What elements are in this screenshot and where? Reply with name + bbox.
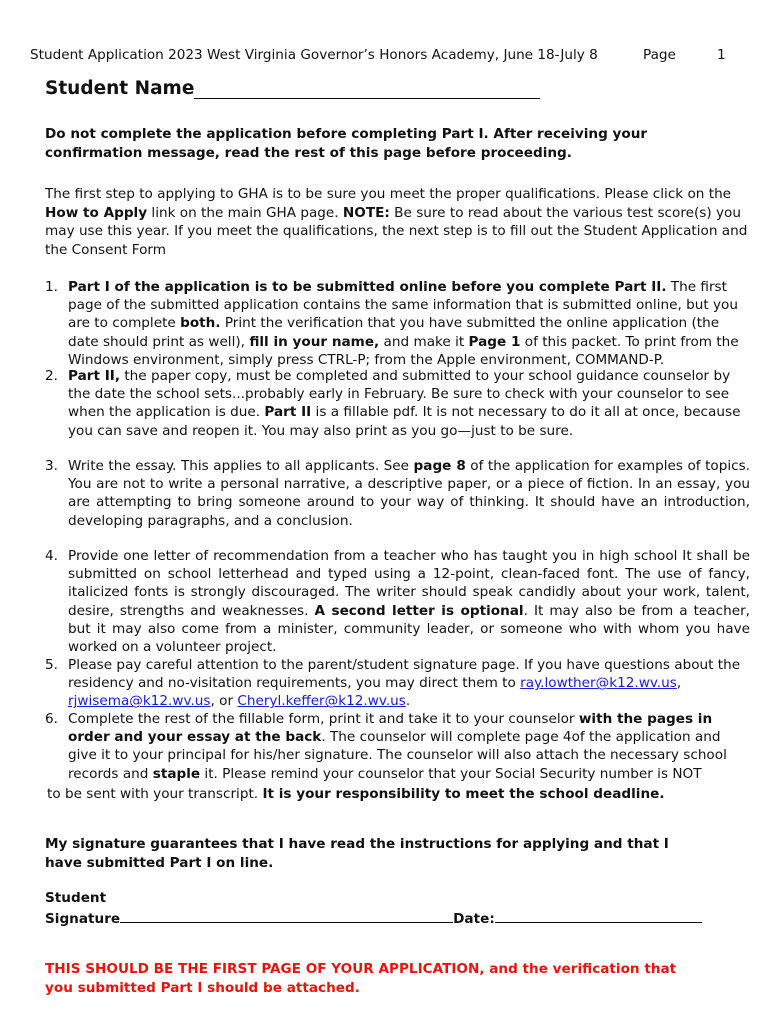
student-name-field[interactable]: [194, 79, 540, 99]
instruction-item-5: [45, 656, 750, 711]
item-bold-text: A second letter is optional: [314, 602, 524, 619]
intro-text: The first step to applying to GHA is to be sure you meet the proper qualifications. Please click on the: [45, 186, 732, 202]
item-number: 4.: [45, 548, 58, 564]
item-text: and make it: [379, 333, 469, 350]
signature-block: [45, 889, 702, 929]
deadline-line: [47, 786, 665, 802]
item-bold-text: both.: [180, 315, 221, 332]
student-label: Student: [45, 890, 107, 906]
instruction-item-4: [45, 547, 750, 656]
intro-text: link on the main GHA page.: [147, 204, 343, 221]
signature-guarantee: My signature guarantees that I have read the instructions for applying and that I have submitted Part I on line.: [45, 836, 669, 871]
item-text: ,: [676, 675, 682, 692]
item-text: The first page of the submitted application contains the same information that is submitted online, but you are to complete: [68, 279, 738, 332]
item-text: Complete the rest of the fillable form, print it and take it to your counselor: [68, 711, 579, 727]
item-text: Print the verification that you have submitted the online application (the date should print as well),: [68, 315, 720, 350]
email-link-wiseman[interactable]: rjwisema@k12.wv.us: [68, 693, 211, 710]
item-bold-text: Part I of the application is to be submitted online before you complete Part II.: [68, 279, 667, 295]
item-bold-text: Part II,: [68, 368, 120, 384]
item-bold-text: Part II: [264, 404, 312, 421]
intro-text: Be sure to read about the various test score(s) you may use this year. If you meet the qualifications, the next step is to fill out the Student Application and the Consent Form: [45, 204, 748, 259]
item-text: of this packet. To print from the Windows environment, simply press CTRL-P; from the Apple environment, COMMAND-P.: [68, 333, 739, 368]
item-bold-text: with the pages in order and your essay at the back: [68, 711, 713, 746]
email-link-lowther[interactable]: ray.lowther@k12.wv.us: [520, 675, 677, 692]
signature-label: Signature: [45, 911, 121, 927]
item-text: the paper copy, must be completed and submitted to your school guidance counselor by the date the school sets...probably early in February. Be sure to check with your counselor to see when the application is due.: [68, 368, 731, 421]
page-number: 1: [717, 47, 726, 63]
date-label: Date:: [453, 911, 495, 927]
tail-text: to be sent with your transcript.: [47, 786, 263, 802]
how-to-apply-link-text: How to Apply: [45, 204, 148, 221]
item-number: 1.: [45, 279, 58, 295]
item-bold-text: page 8: [413, 458, 466, 474]
student-name-label: Student Name: [45, 78, 195, 99]
warning-text: Do not complete the application before completing Part I. After receiving your confirmation message, read the rest of this page before proceeding.: [45, 126, 648, 161]
email-link-keffer[interactable]: Cheryl.keffer@k12.wv.us: [237, 693, 406, 710]
student-name-row: [45, 78, 540, 99]
instruction-item-1: [45, 278, 750, 369]
note-label: NOTE:: [342, 204, 390, 221]
item-text: of the application for examples of topics. You are not to write a personal narrative, a descriptive paper, or a piece of fiction. In an essay, you are attempting to bring someone around to your way of thinking. It should have an introduction, developing paragraphs, and a conclusion.: [68, 458, 751, 529]
item-bold-text: staple: [152, 765, 201, 782]
item-bold-text: Page 1: [468, 333, 521, 350]
item-number: 5.: [45, 657, 58, 673]
item-text: , or: [210, 693, 238, 710]
item-number: 3.: [45, 458, 58, 474]
item-text: Write the essay. This applies to all applicants. See: [68, 458, 414, 474]
deadline-text: It is your responsibility to meet the school deadline.: [262, 786, 665, 802]
item-text: . It may also be from a teacher, but it may also come from a minister, community leader, or someone who with whom you have worked on a volunteer project.: [68, 602, 750, 656]
instruction-item-6: [45, 710, 750, 783]
instruction-item-2: [45, 367, 750, 440]
item-number: 2.: [45, 368, 58, 384]
item-text: Provide one letter of recommendation from a teacher who has taught you in high school It shall be submitted on school letterhead and typed using a 12-point, clean-faced font. The use of fancy, italicized fonts is strongly discouraged. The writer should speak candidly about your work, talent, desire, strengths and weaknesses.: [68, 548, 750, 619]
header-title: Student Application 2023 West Virginia Governor’s Honors Academy, June 18-July 8: [30, 47, 598, 63]
item-text: .: [405, 693, 411, 710]
signature-field[interactable]: [120, 908, 453, 923]
item-number: 6.: [45, 711, 58, 727]
item-text: Please pay careful attention to the parent/student signature page. If you have questions about the residency and no-visitation requirements, you may direct them to: [68, 657, 741, 692]
item-text: it. Please remind your counselor that your Social Security number is NOT: [200, 765, 702, 782]
date-field[interactable]: [495, 908, 702, 923]
page-label: Page: [643, 47, 676, 63]
instruction-item-3: [45, 457, 750, 530]
item-bold-text: fill in your name,: [249, 333, 380, 350]
intro-paragraph: [45, 185, 750, 260]
item-text: . The counselor will complete page 4of the application and give it to your principal for his/her signature. The counselor will also attach the necessary school records and: [68, 729, 727, 782]
first-page-notice: THIS SHOULD BE THE FIRST PAGE OF YOUR APPLICATION, and the verification that you submitted Part I should be attached.: [45, 961, 677, 996]
item-text: is a fillable pdf. It is not necessary to do it all at once, because you can save and reopen it. You may also print as you go—just to be sure.: [68, 404, 741, 439]
